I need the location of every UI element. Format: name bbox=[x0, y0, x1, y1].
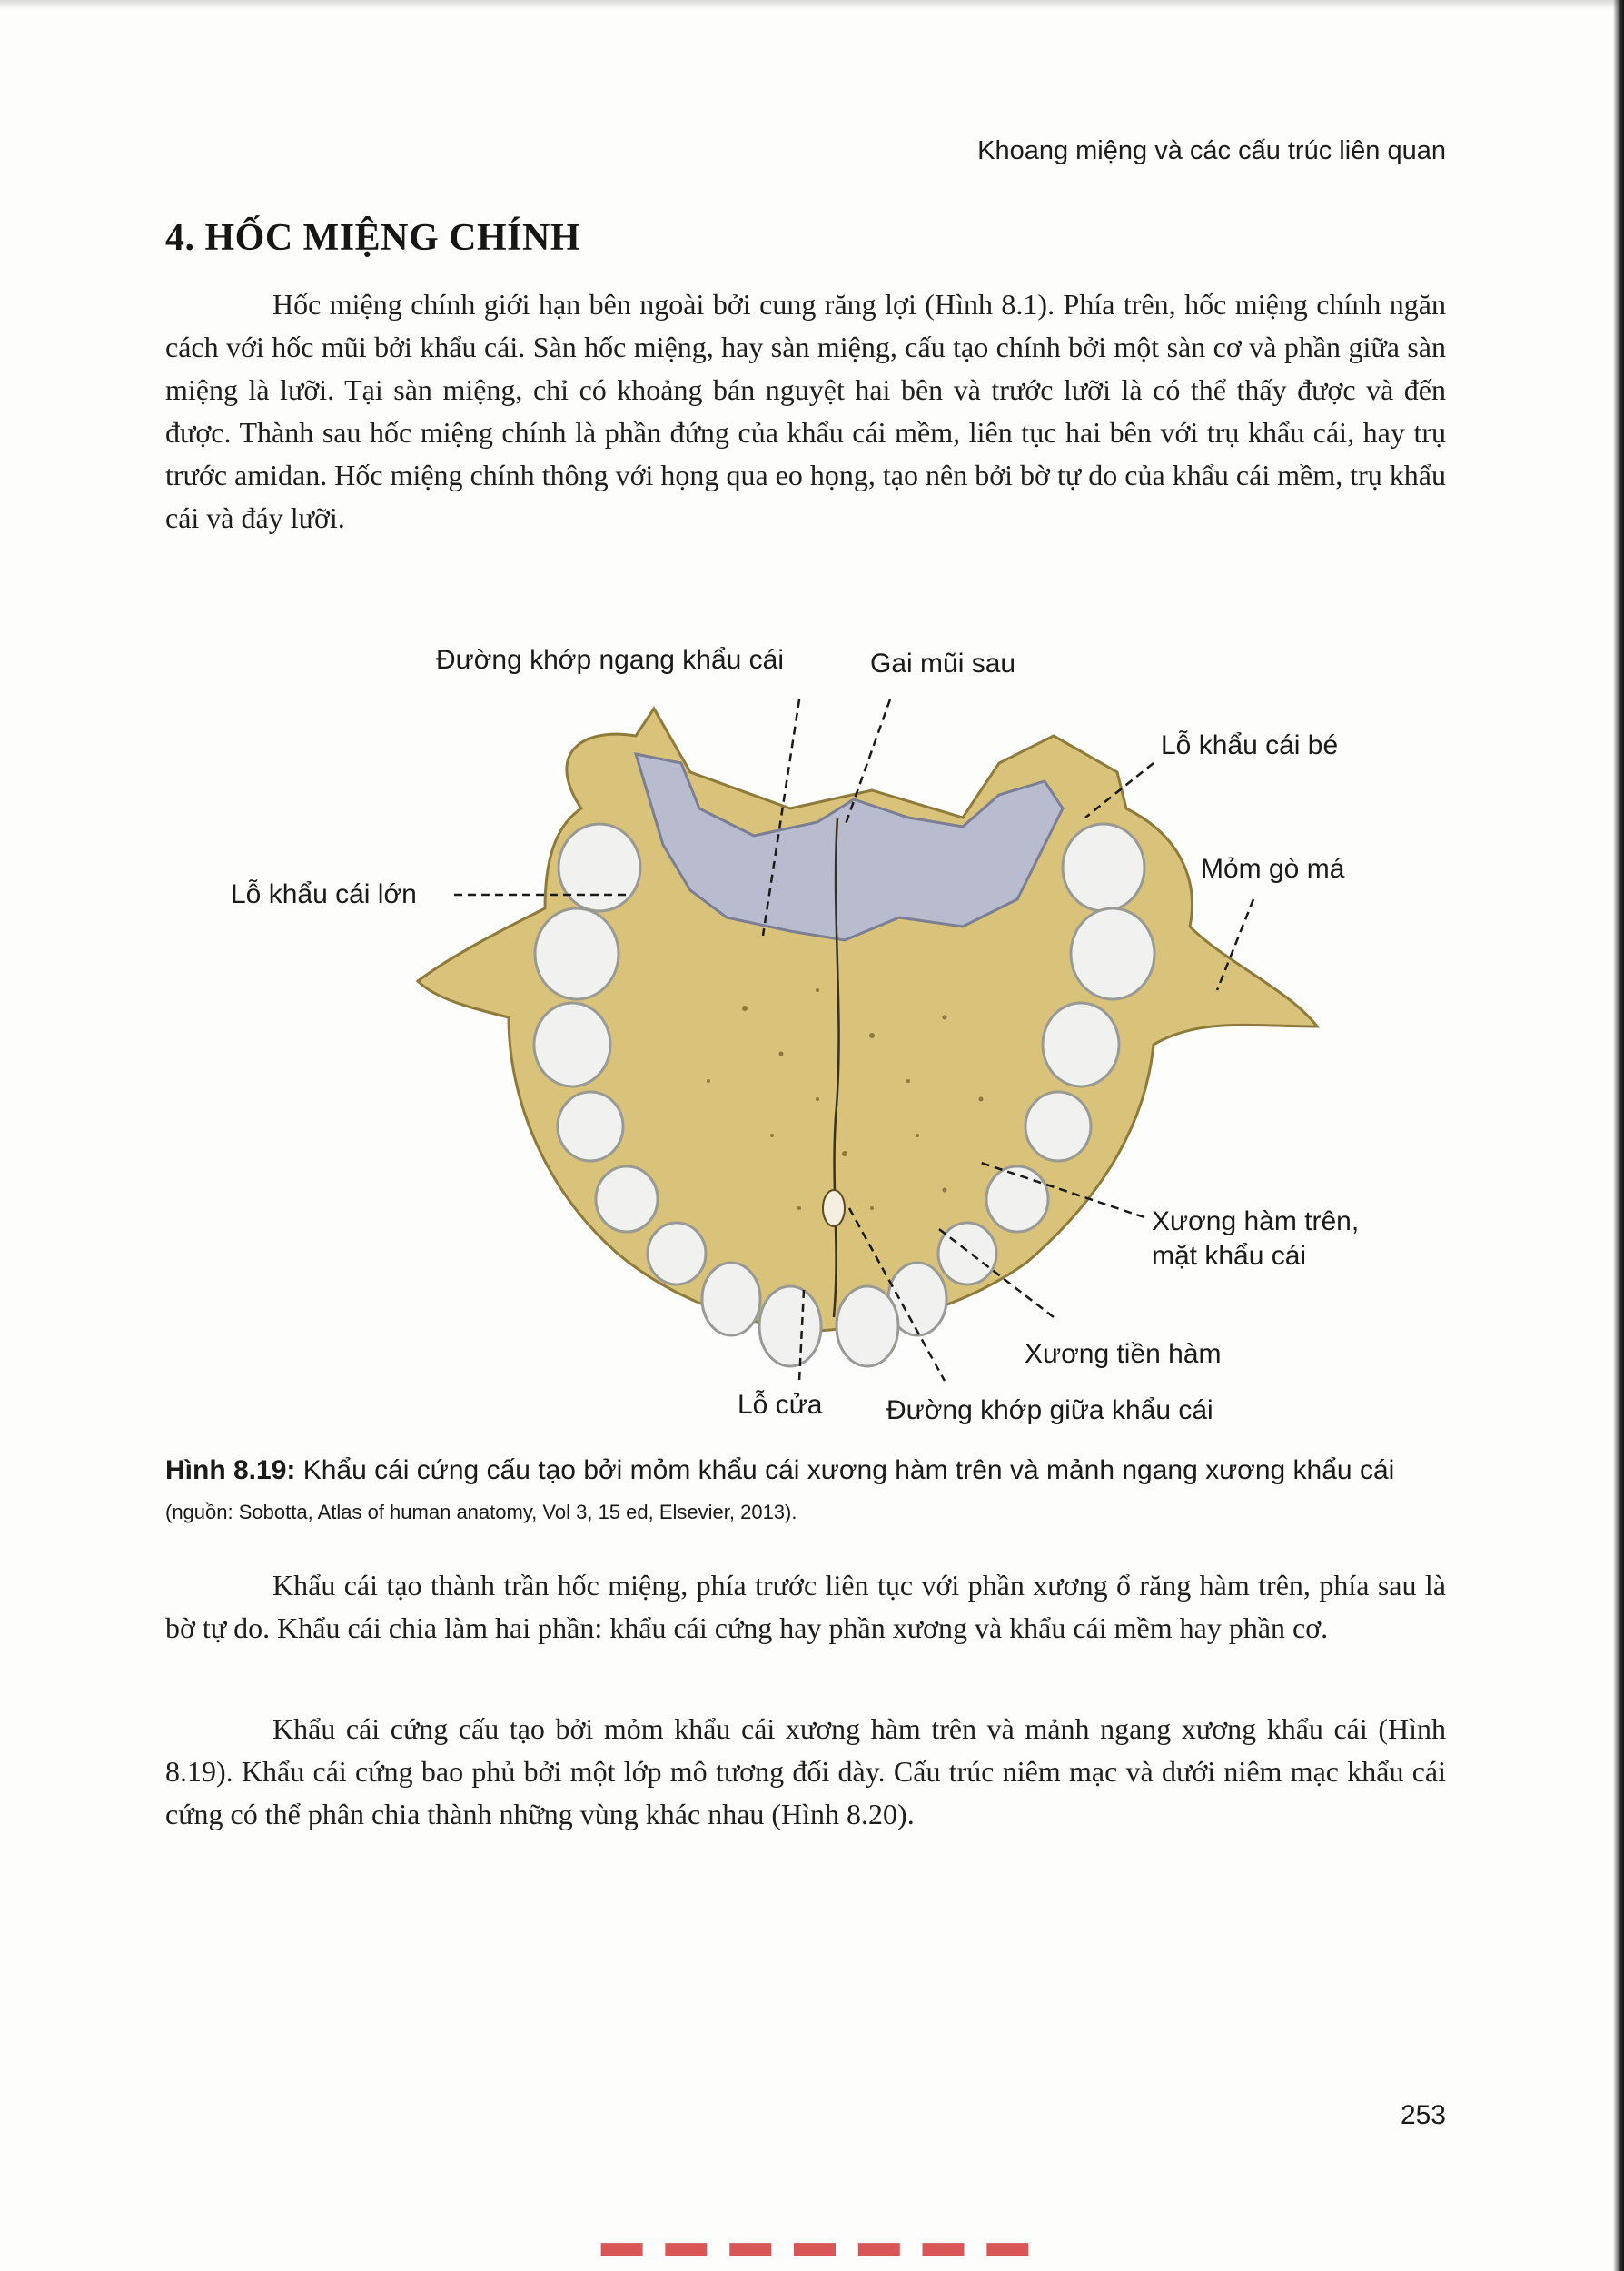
palate-illustration bbox=[0, 627, 1624, 1444]
figure-caption bbox=[165, 1452, 1446, 1532]
page-number: 253 bbox=[1400, 2100, 1446, 2130]
paragraph-palate: Khẩu cái tạo thành trần hốc miệng, phía trước liên tục với phần xương ổ răng hàm trên, phía sau là bờ tự do. Khẩu cái chia làm hai phần: khẩu cái cứng hay phần xương và khẩu cái mềm hay phần cơ. bbox=[165, 1569, 1446, 1644]
label-incisive-foramen: Lỗ cửa bbox=[738, 1390, 823, 1420]
label-maxilla-line-1: Xương hàm trên, bbox=[1152, 1206, 1360, 1236]
label-posterior-nasal-spine: Gai mũi sau bbox=[870, 649, 1016, 679]
caption-text: Khẩu cái cứng cấu tạo bởi mỏm khẩu cái xương hàm trên và mảnh ngang xương khẩu cái bbox=[295, 1455, 1395, 1485]
running-header: Khoang miệng và các cấu trúc liên quan bbox=[977, 136, 1446, 165]
scan-shadow-top bbox=[0, 0, 1624, 9]
watermark-logo: ▬ ▬ ▬ ▬ ▬ ▬ ▬ bbox=[600, 2217, 1035, 2262]
paragraph-intro: Hốc miệng chính giới hạn bên ngoài bởi cung răng lợi (Hình 8.1). Phía trên, hốc miệng chính ngăn cách với hốc mũi bởi khẩu cái. Sàn hốc miệng, hay sàn miệng, cấu tạo chính bởi một sàn cơ và phần giữa sàn miệng là lưỡi. Tại sàn miệng, chỉ có khoảng bán nguyệt hai bên và trước lưỡi là có thể thấy được và đến được. Thành sau hốc miệng chính là phần đứng của khẩu cái mềm, liên tục hai bên với trụ khẩu cái, hay trụ trước amidan. Hốc miệng chính thông với họng qua eo họng, tạo nên bởi bờ tự do của khẩu cái mềm, trụ khẩu cái và đáy lưỡi. bbox=[165, 288, 1446, 534]
caption-label: Hình 8.19: bbox=[165, 1455, 296, 1485]
section-title: 4. HỐC MIỆNG CHÍNH bbox=[165, 217, 581, 259]
caption-source: (nguồn: Sobotta, Atlas of human anatomy, Vol 3, 15 ed, Elsevier, 2013). bbox=[165, 1501, 797, 1523]
figure-hard-palate bbox=[0, 627, 1624, 1444]
label-premaxilla: Xương tiền hàm bbox=[1025, 1339, 1222, 1369]
label-median-palatine-suture: Đường khớp giữa khẩu cái bbox=[886, 1395, 1213, 1425]
incisive-foramen-mark bbox=[823, 1190, 845, 1226]
label-maxilla-palatine-surface bbox=[1152, 1205, 1359, 1274]
label-lesser-palatine-foramen: Lỗ khẩu cái bé bbox=[1161, 730, 1339, 760]
label-transverse-palatine-suture: Đường khớp ngang khẩu cái bbox=[436, 645, 784, 675]
label-zygomatic-process: Mỏm gò má bbox=[1201, 854, 1345, 884]
paragraph-hard-palate: Khẩu cái cứng cấu tạo bởi mỏm khẩu cái xương hàm trên và mảnh ngang xương khẩu cái (Hình 8.19). Khẩu cái cứng bao phủ bởi một lớp mô tương đối dày. Cấu trúc niêm mạc và dưới niêm mạc khẩu cái cứng có thể phân chia thành những vùng khác nhau (Hình 8.20). bbox=[165, 1712, 1446, 1830]
label-greater-palatine-foramen: Lỗ khẩu cái lớn bbox=[231, 879, 417, 909]
label-maxilla-line-2: mặt khẩu cái bbox=[1152, 1241, 1307, 1271]
